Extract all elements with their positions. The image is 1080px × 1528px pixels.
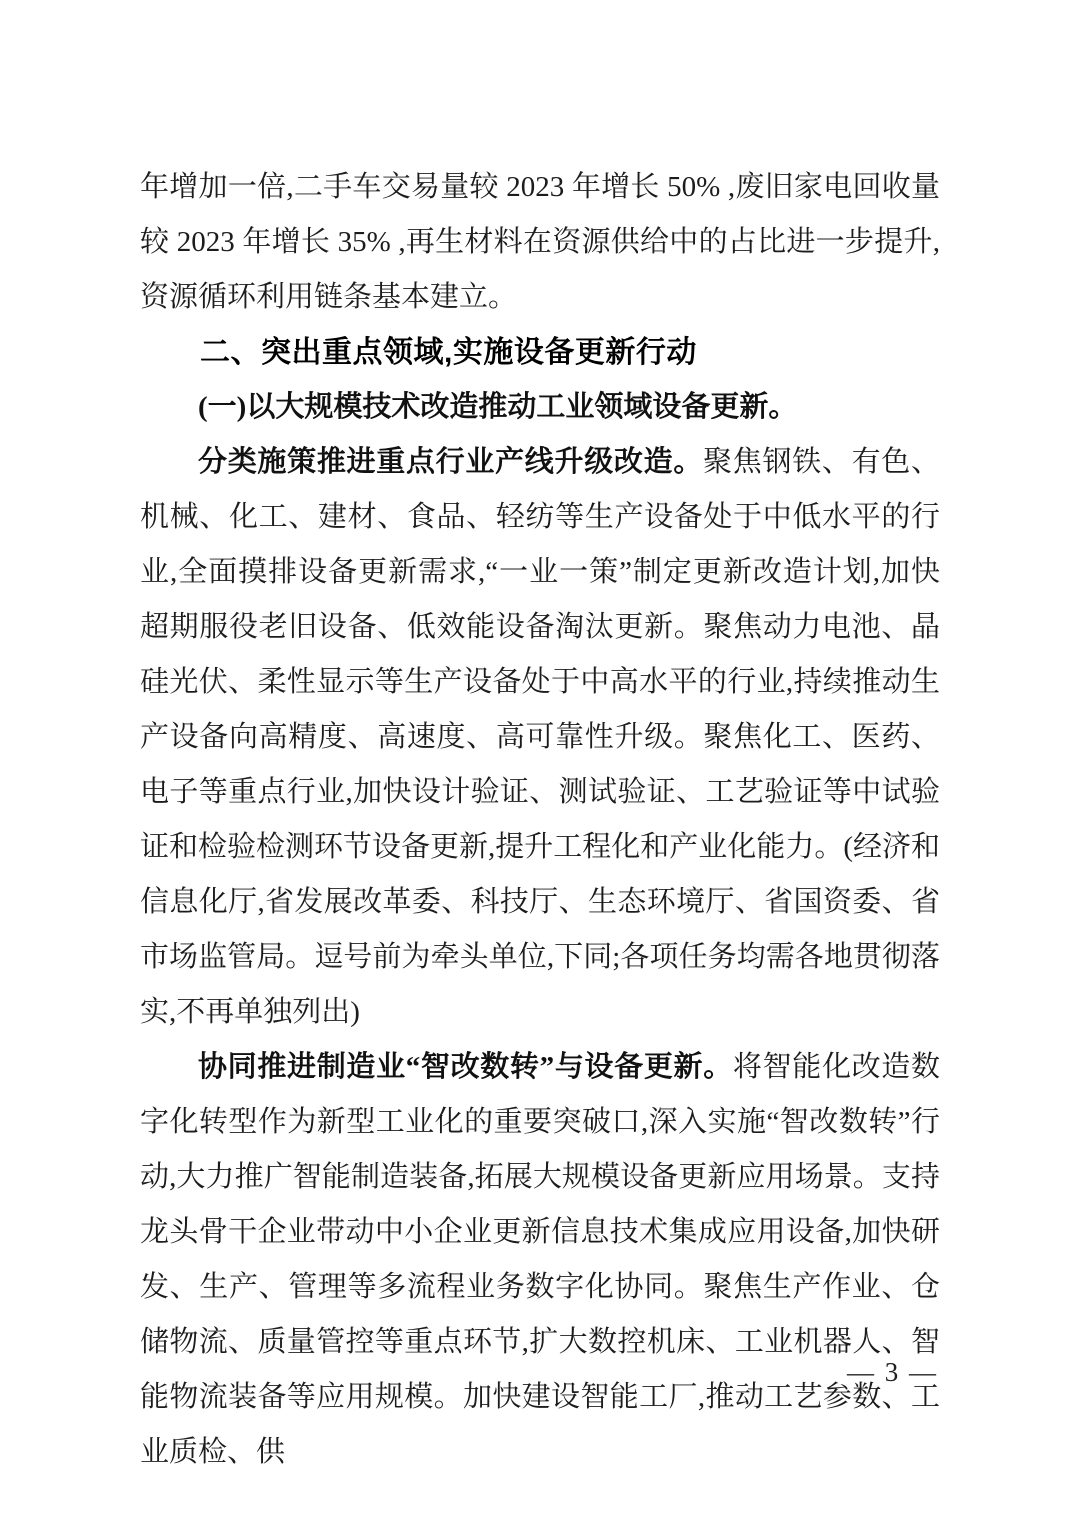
paragraph-continuation: 年增加一倍,二手车交易量较 2023 年增长 50% ,废旧家电回收量较 2023 年增长 35% ,再生材料在资源供给中的占比进一步提升,资源循环利用链条基本建立。: [140, 171, 940, 313]
paragraph-text: 聚焦钢铁、有色、机械、化工、建材、食品、轻纺等生产设备处于中低水平的行业,全面摸排设备更新需求,“一业一策”制定更新改造计划,加快超期服役老旧设备、低效能设备淘汰更新。聚焦动力电池、晶硅光伏、柔性显示等生产设备处于中高水平的行业,持续推动生产设备向高精度、高速度、高可靠性升级。聚焦化工、医药、电子等重点行业,加快设计验证、测试验证、工艺验证等中试验证和检验检测环节设备更新,提升工程化和产业化能力。(经济和信息化厅,省发展改革委、科技厅、生态环境厅、省国资委、省市场监管局。逗号前为牵头单位,下同;各项任务均需各地贯彻落实,不再单独列出): [140, 446, 940, 1028]
body-paragraph: [140, 1040, 940, 1480]
paragraph-text: 将智能化改造数字化转型作为新型工业化的重要突破口,深入实施“智改数转”行动,大力推广智能制造装备,拓展大规模设备更新应用场景。支持龙头骨干企业带动中小企业更新信息技术集成应用设备,加快研发、生产、管理等多流程业务数字化协同。聚焦生产作业、仓储物流、质量管控等重点环节,扩大数控机床、工业机器人、智能物流装备等应用规模。加快建设智能工厂,推动工艺参数、工业质检、供: [140, 1051, 940, 1468]
paragraph-lead-sentence: 分类施策推进重点行业产线升级改造。: [198, 446, 704, 478]
subsection-heading: (一)以大规模技术改造推动工业领域设备更新。: [198, 391, 798, 423]
page-number: — 3 —: [847, 1357, 938, 1387]
paragraph-lead-sentence: 协同推进制造业“智改数转”与设备更新。: [198, 1051, 733, 1083]
section-heading: 二、突出重点领域,实施设备更新行动: [200, 336, 697, 369]
body-paragraph: [140, 435, 940, 1040]
document-content: [140, 160, 940, 1480]
